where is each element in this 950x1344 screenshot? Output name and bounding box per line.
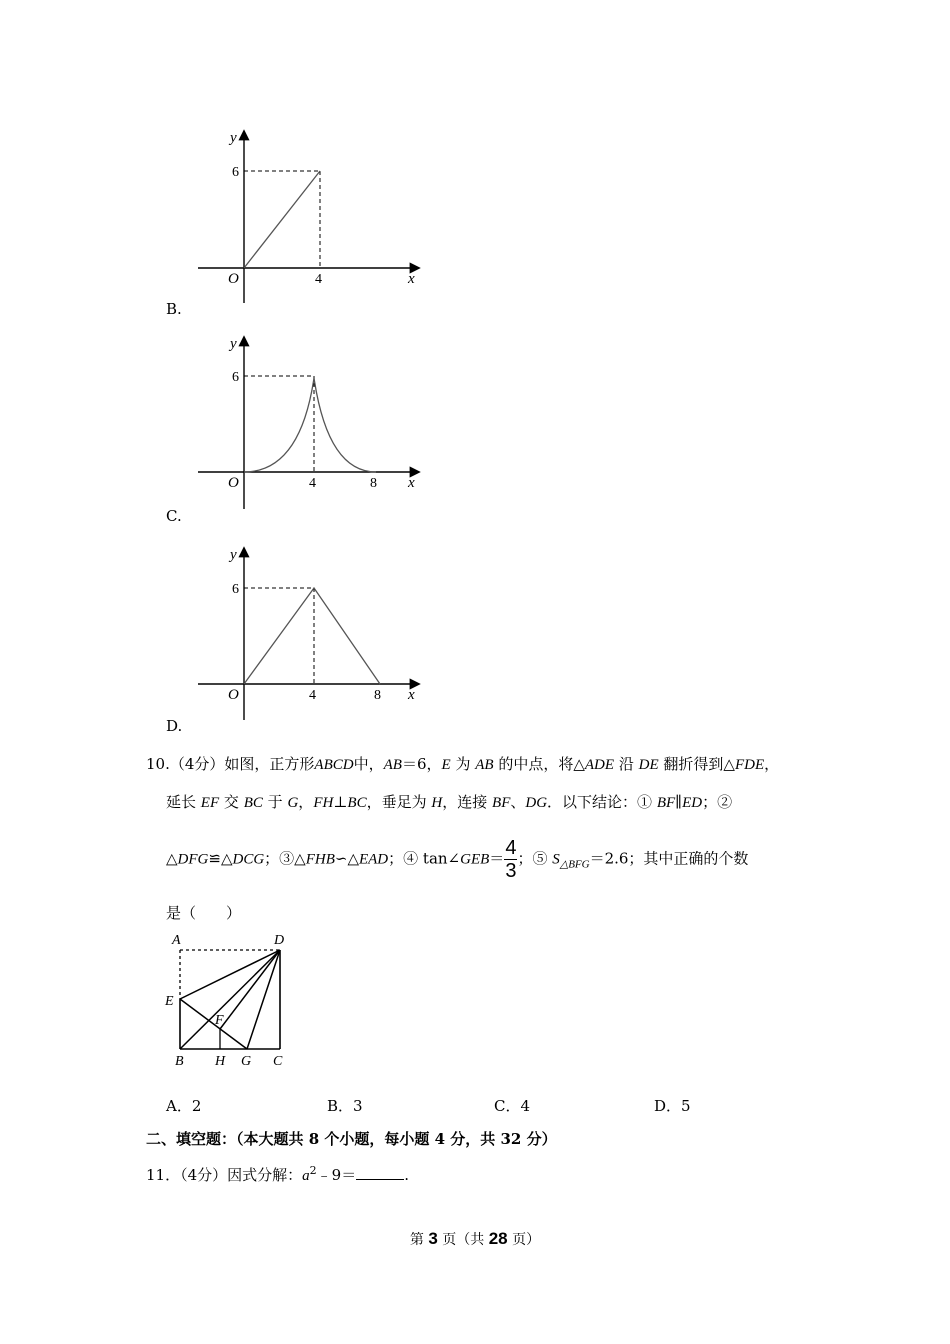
svg-text:x: x bbox=[408, 687, 415, 703]
curve bbox=[244, 171, 320, 268]
x-tick-4: 4 bbox=[315, 272, 322, 287]
answer-blank[interactable] bbox=[356, 1165, 404, 1180]
q10-line3: △DFG≌△DCG；③△FHB∽△EAD；④ tan∠GEB＝ $\frac{4}{3}$ ；⑤ $S_{\triangle BFG}=2.6$；其中正确的个数 bbox=[166, 837, 749, 882]
svg-text:O: O bbox=[228, 475, 239, 491]
square-figure bbox=[160, 926, 300, 1071]
choice-a: A．2 bbox=[166, 1097, 202, 1115]
page-footer: 第 3 页（共 28 页） bbox=[409, 1229, 541, 1248]
svg-text:6: 6 bbox=[232, 370, 239, 385]
svg-text:B: B bbox=[175, 1054, 184, 1069]
svg-text:G: G bbox=[241, 1054, 252, 1069]
choice-d: D．5 bbox=[654, 1097, 691, 1115]
svg-text:4: 4 bbox=[309, 688, 316, 703]
graph-b bbox=[180, 120, 440, 305]
svg-text:E: E bbox=[165, 994, 174, 1009]
curve-left bbox=[244, 378, 314, 472]
svg-text:C: C bbox=[273, 1054, 283, 1069]
y-label: y bbox=[230, 130, 237, 146]
choice-b: B．3 bbox=[327, 1097, 363, 1115]
svg-text:D: D bbox=[274, 933, 285, 948]
svg-text:6: 6 bbox=[232, 582, 239, 597]
svg-text:O: O bbox=[228, 687, 239, 703]
q11: 11．（4分）因式分解：$a^2﹣9=$ . bbox=[146, 1164, 409, 1184]
q10-line4: 是（ ） bbox=[166, 904, 242, 922]
x-label: x bbox=[408, 271, 415, 287]
svg-text:H: H bbox=[215, 1054, 226, 1069]
section-heading: 二、填空题：（本大题共 8 个小题，每小题 4 分，共 32 分） bbox=[146, 1130, 557, 1148]
svg-text:8: 8 bbox=[370, 476, 377, 491]
q10-line1: 10.（4分）如图，正方形ABCD中，AB＝6，E 为 AB 的中点，将△ADE 沿 DE 翻折得到△FDE， bbox=[146, 755, 780, 773]
svg-text:y: y bbox=[230, 547, 237, 563]
option-c: C. bbox=[166, 507, 182, 525]
graph-c bbox=[180, 326, 440, 511]
curve-right bbox=[314, 378, 376, 472]
choice-c: C．4 bbox=[494, 1097, 531, 1115]
graph-d bbox=[180, 537, 440, 722]
y-tick: 6 bbox=[232, 165, 239, 180]
svg-text:y: y bbox=[230, 336, 237, 352]
svg-text:x: x bbox=[408, 475, 415, 491]
svg-text:4: 4 bbox=[309, 476, 316, 491]
curve bbox=[244, 588, 380, 684]
option-b: B. bbox=[166, 300, 182, 318]
option-d: D. bbox=[166, 717, 183, 735]
q10-line2: 延长 EF 交 BC 于 G，FH⊥BC，垂足为 H，连接 BF、DG．以下结论：① BF∥ED；② bbox=[166, 793, 733, 811]
svg-text:F: F bbox=[215, 1013, 224, 1028]
svg-text:A: A bbox=[172, 933, 181, 948]
fraction: $\frac{4}{3}$ bbox=[505, 837, 517, 882]
origin-label: O bbox=[228, 271, 239, 287]
svg-text:8: 8 bbox=[374, 688, 381, 703]
